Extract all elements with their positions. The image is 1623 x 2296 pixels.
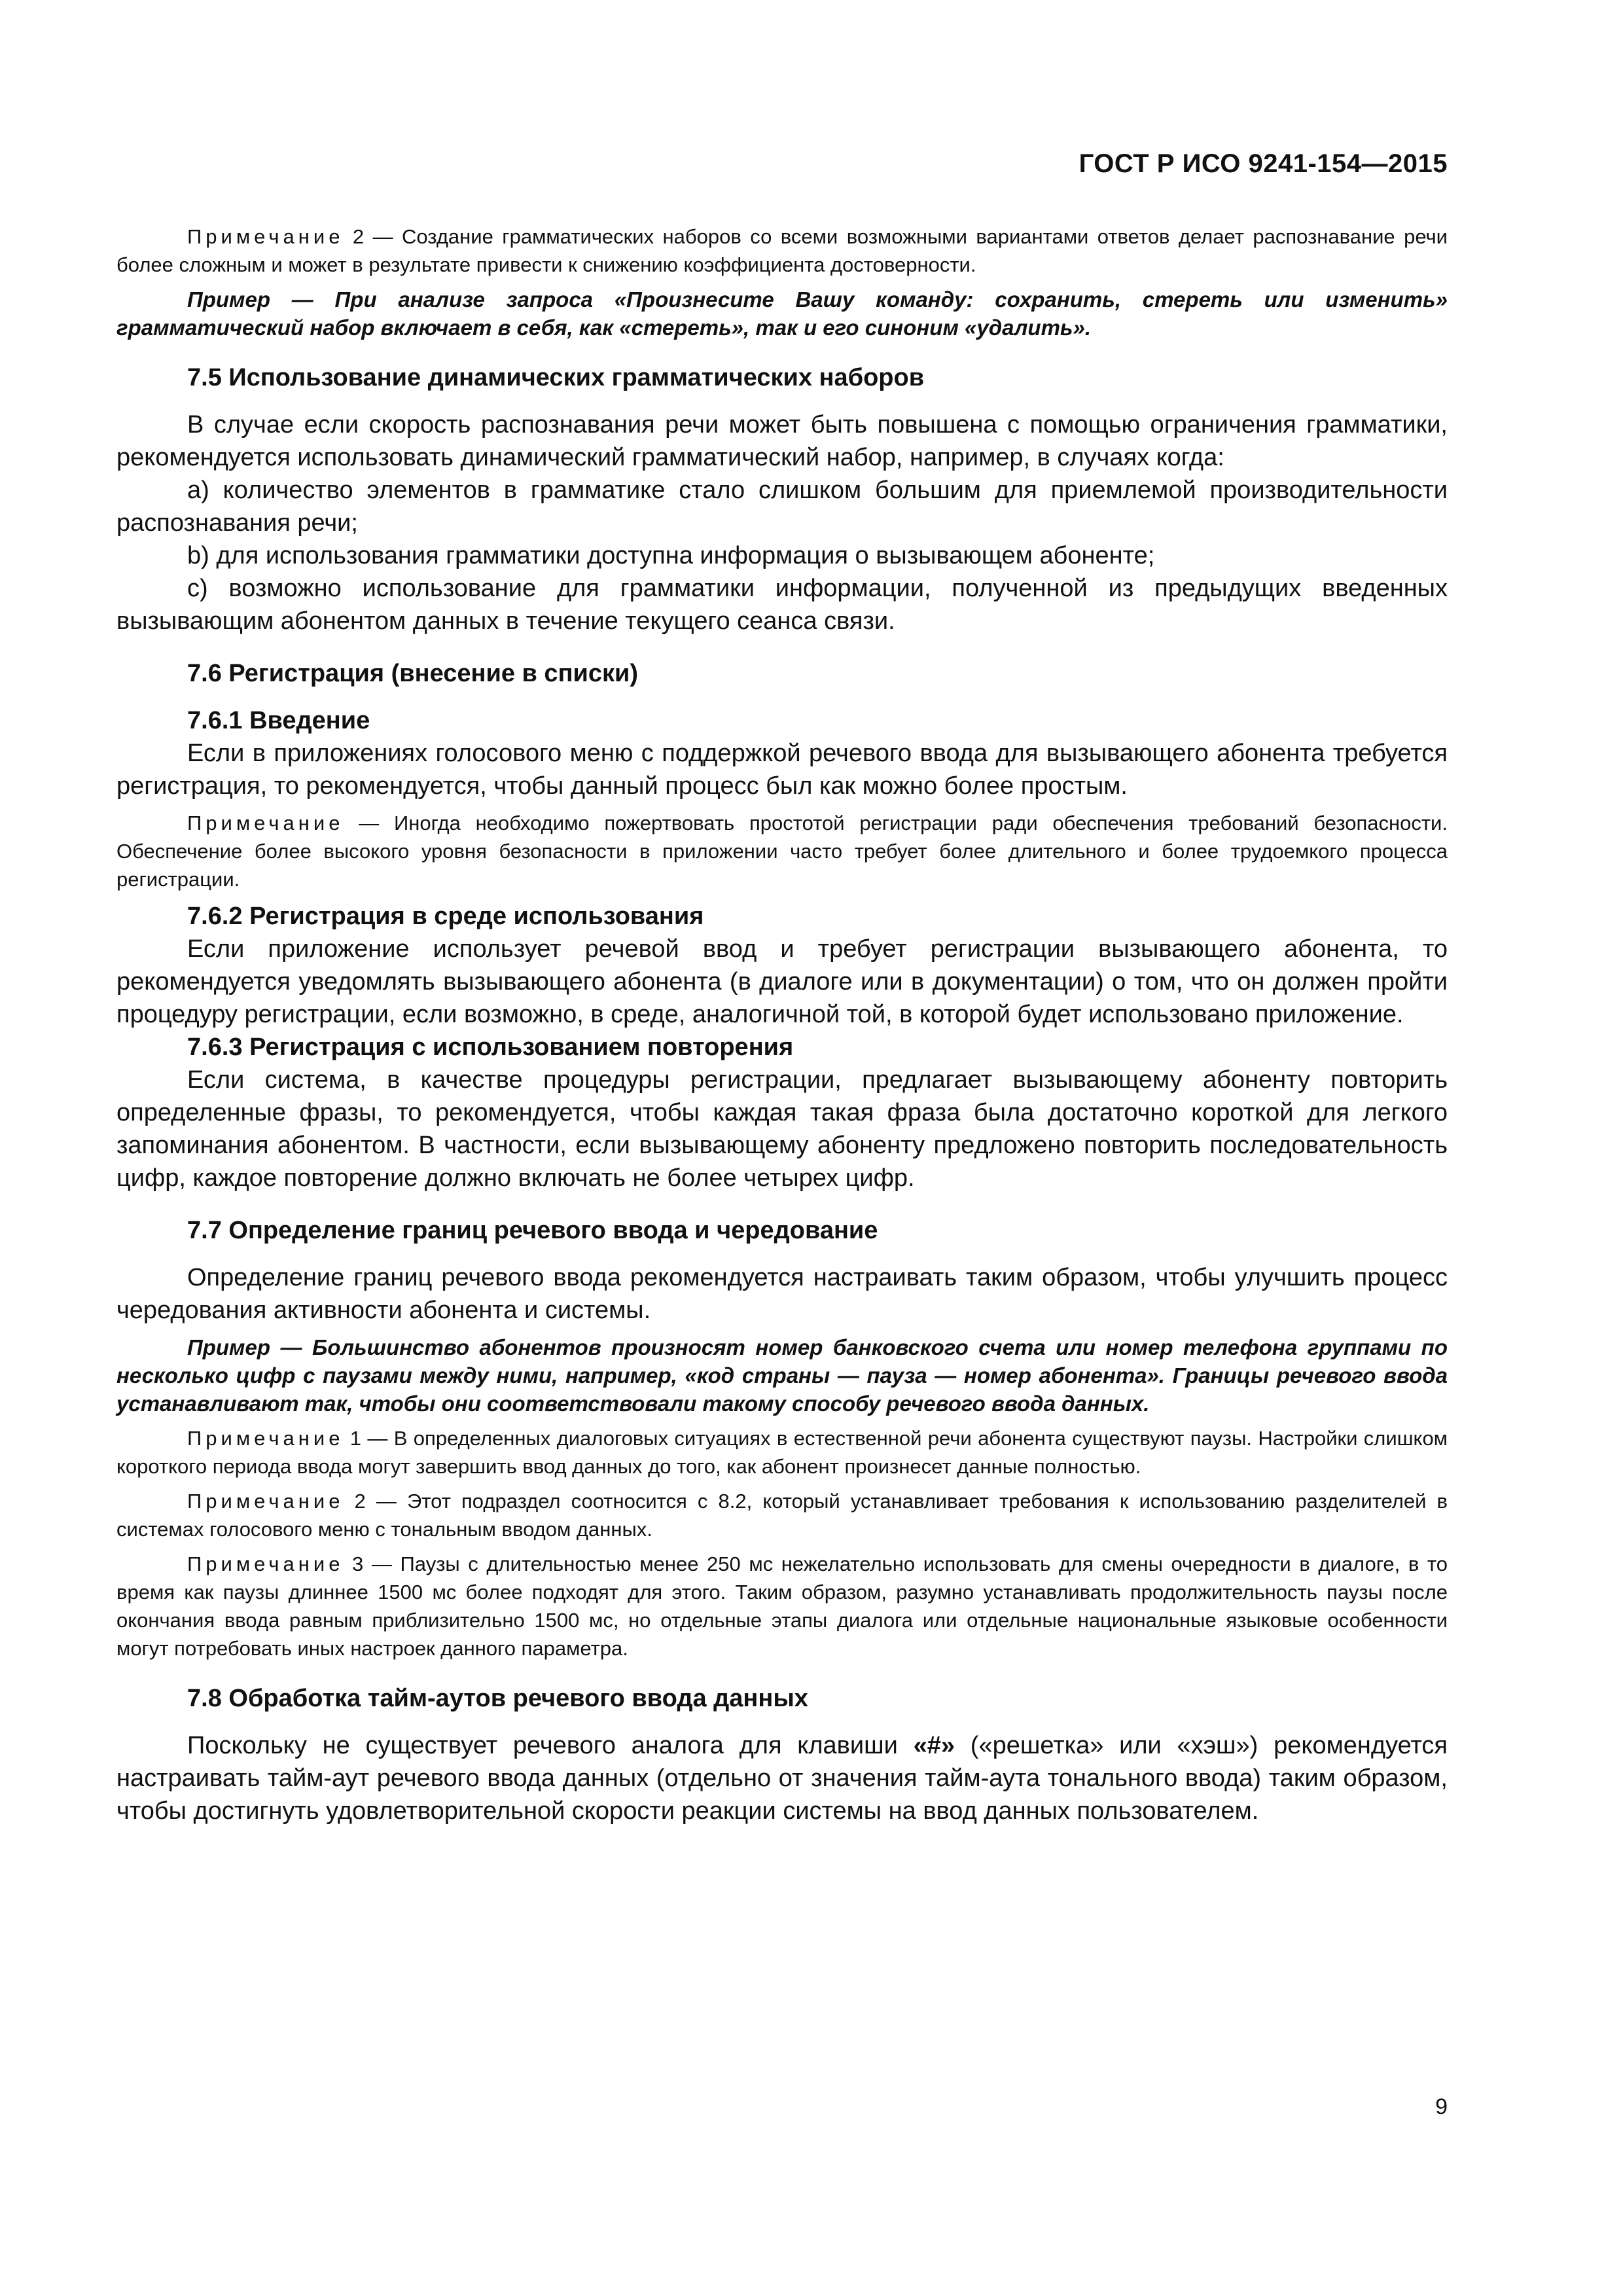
section-heading-7-6: 7.6 Регистрация (внесение в списки)	[187, 660, 639, 687]
page-content	[116, 223, 1448, 1827]
list-item-a: a) количество элементов в грамматике стало слишком большим для приемлемой производительности распознавания речи;	[116, 476, 1448, 537]
body-paragraph: Определение границ речевого ввода рекомендуется настраивать таким образом, чтобы улучшить процесс чередования активности абонента и системы.	[116, 1264, 1448, 1324]
subsection-heading-7-6-1: 7.6.1 Введение	[187, 707, 370, 734]
note-paragraph	[116, 809, 1448, 893]
list-item-c: c) возможно использование для грамматики информации, полученной из предыдущих введенных вызывающим абонентом данных в течение текущего сеанса связи.	[116, 575, 1448, 635]
subsection-heading-7-6-2: 7.6.2 Регистрация в среде использования	[187, 903, 704, 930]
note-paragraph	[116, 223, 1448, 279]
page-number: 9	[1435, 2094, 1448, 2119]
list-item-b: b) для использования грамматики доступна информация о вызывающем абоненте;	[187, 542, 1155, 569]
note-label: Примечание	[187, 1490, 344, 1513]
note-paragraph	[116, 1424, 1448, 1480]
section-heading-7-7: 7.7 Определение границ речевого ввода и чередование	[187, 1217, 878, 1244]
note-paragraph	[116, 1487, 1448, 1543]
section-heading-7-8: 7.8 Обработка тайм-аутов речевого ввода данных	[187, 1685, 808, 1712]
document-code-header: ГОСТ Р ИСО 9241-154—2015	[1079, 149, 1448, 178]
document-page	[116, 0, 1448, 2296]
note-text: 1 — В определенных диалоговых ситуациях в естественной речи абонента существуют паузы. Настройки слишком короткого периода ввода могут завершить ввод данных до того, как абонент произнесет данные полностью.	[116, 1427, 1448, 1478]
note-text: — Иногда необходимо пожертвовать простотой регистрации ради обеспечения требований безопасности. Обеспечение более высокого уровня безопасности в приложении часто требует более длительного и более трудоемкого процесса регистрации.	[116, 812, 1448, 891]
note-paragraph	[116, 1550, 1448, 1662]
note-label: Примечание	[187, 1427, 344, 1450]
note-text: 3 — Паузы с длительностью менее 250 мс нежелательно использовать для смены очередности в диалоге, в то время как паузы длиннее 1500 мс более подходят для этого. Таким образом, разумно устанавливать продолжительность паузы после окончания ввода равным приблизительно 1500 мс, но отдельные этапы диалога или отдельные национальные языковые особенности могут потребовать иных настроек данного параметра.	[116, 1552, 1448, 1660]
body-text: Поскольку не существует речевого аналога для клавиши	[187, 1732, 914, 1759]
example-paragraph: Пример — Большинство абонентов произносят номер банковского счета или номер телефона группами по несколько цифр с паузами между ними, например, «код страны — пауза — номер абонента». Границы речевого ввода устанавливают так, чтобы они соответствовали такому способу речевого ввода данных.	[116, 1335, 1448, 1416]
section-heading-7-5: 7.5 Использование динамических грамматических наборов	[187, 364, 925, 391]
body-paragraph: В случае если скорость распознавания речи может быть повышена с помощью ограничения грамматики, рекомендуется использовать динамический грамматический набор, например, в случаях когда:	[116, 411, 1448, 471]
note-label: Примечание	[187, 225, 344, 248]
body-paragraph	[116, 1729, 1448, 1827]
subsection-heading-7-6-3: 7.6.3 Регистрация с использованием повторения	[187, 1033, 794, 1061]
hash-key-text: «#»	[913, 1732, 955, 1759]
body-text: («решетка» или «хэш») рекомендуется настраивать тайм-аут речевого ввода данных (отдельно от значения тайм-аута тонального ввода) таким образом, чтобы достигнуть удовлетворительной скорости реакции системы на ввод данных пользователем.	[116, 1732, 1448, 1825]
body-paragraph: Если в приложениях голосового меню с поддержкой речевого ввода для вызывающего абонента требуется регистрация, то рекомендуется, чтобы данный процесс был как можно более простым.	[116, 740, 1448, 800]
body-paragraph: Если система, в качестве процедуры регистрации, предлагает вызывающему абоненту повторить определенные фразы, то рекомендуется, чтобы каждая такая фраза была достаточно короткой для легкого запоминания абонентом. В частности, если вызывающему абоненту предложено повторить последовательность цифр, каждое повторение должно включать не более четырех цифр.	[116, 1066, 1448, 1192]
body-paragraph: Если приложение использует речевой ввод и требует регистрации вызывающего абонента, то рекомендуется уведомлять вызывающего абонента (в диалоге или в документации) о том, что он должен пройти процедуру регистрации, если возможно, в среде, аналогичной той, в которой будет использовано приложение.	[116, 935, 1448, 1028]
note-text: 2 — Этот подраздел соотносится с 8.2, который устанавливает требования к использованию разделителей в системах голосового меню с тональным вводом данных.	[116, 1490, 1448, 1541]
example-paragraph: Пример — При анализе запроса «Произнесите Вашу команду: сохранить, стереть или изменить» грамматический набор включает в себя, как «стереть», так и его синоним «удалить».	[116, 287, 1448, 340]
note-text: 2 — Создание грамматических наборов со всеми возможными вариантами ответов делает распознавание речи более сложным и может в результате привести к снижению коэффициента достоверности.	[116, 225, 1448, 276]
note-label: Примечание	[187, 1552, 344, 1575]
note-label: Примечание	[187, 812, 344, 834]
